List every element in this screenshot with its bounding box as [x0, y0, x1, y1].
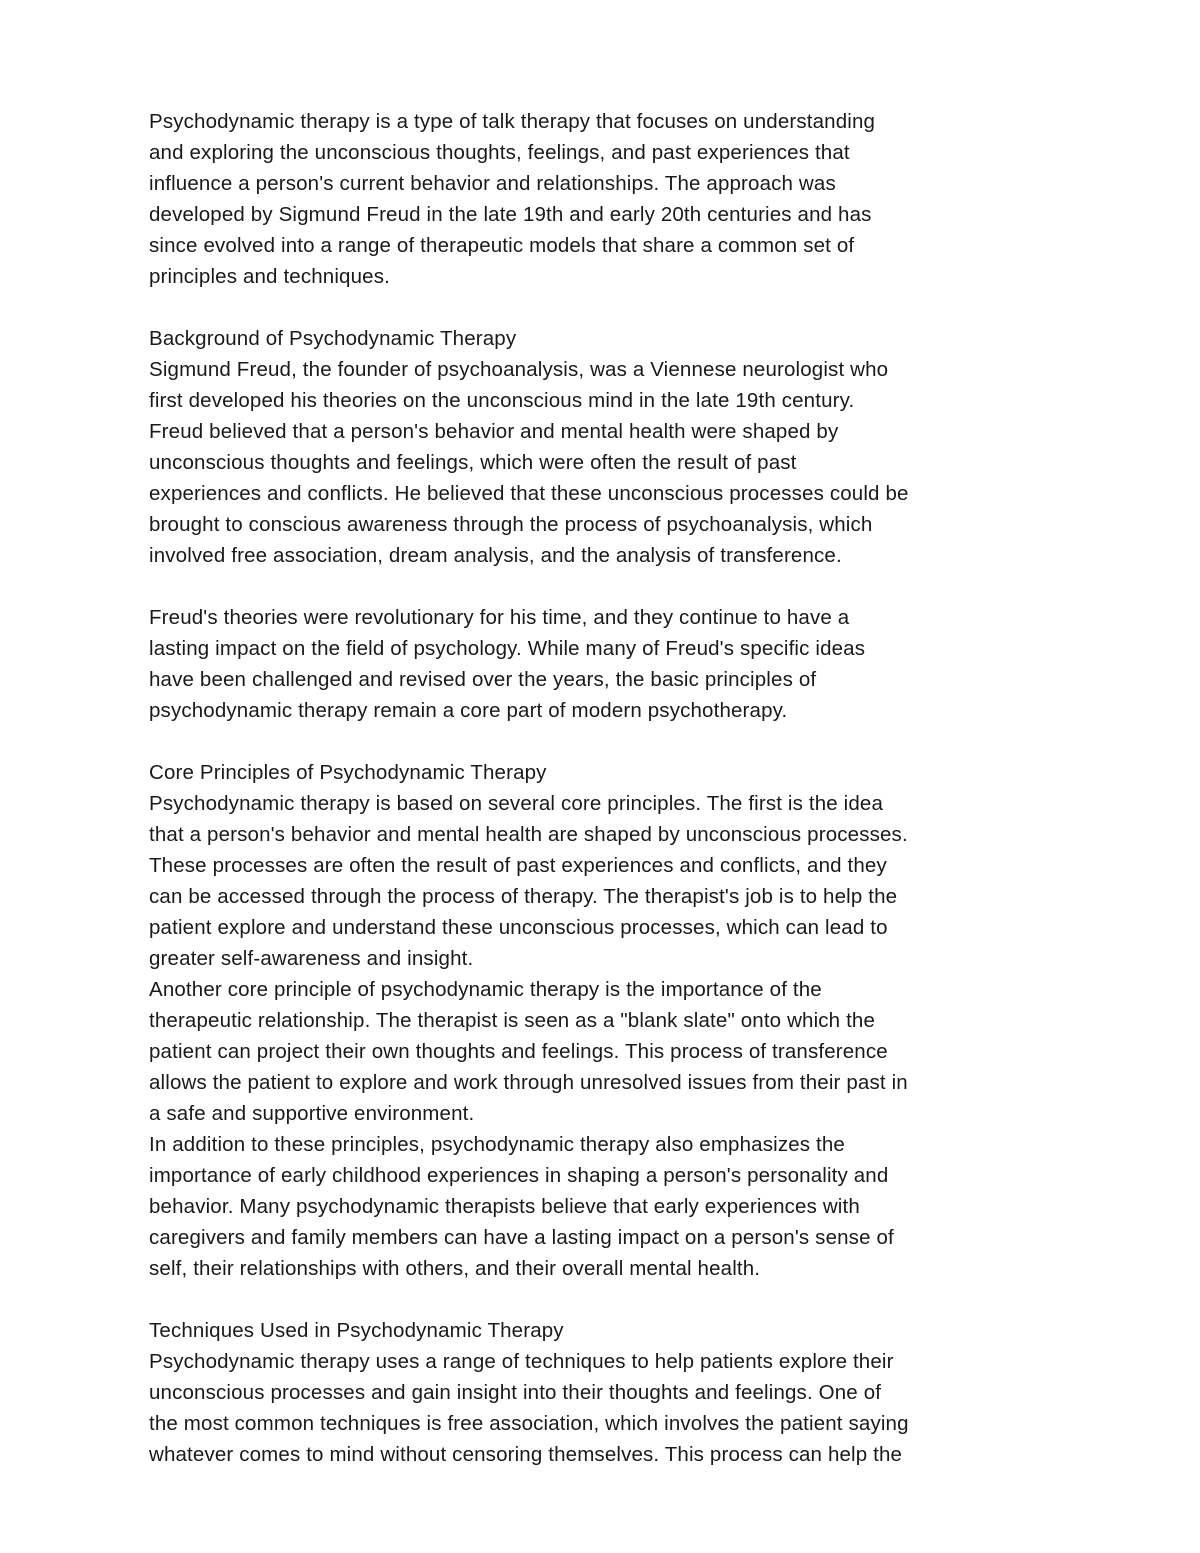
background-paragraph-1: Sigmund Freud, the founder of psychoanalysis, was a Viennese neurologist who first developed his theories on the unconscious mind in the late 19th century. Freud believed that a person's behavior and mental health were shaped by unconscious thoughts and feelings, which were often the result of past experiences and conflicts. He believed that these unconscious processes could be brought to conscious awareness through the process of psychoanalysis, which involved free association, dream analysis, and the analysis of transference. [149, 358, 909, 567]
core-principles-paragraph-3: In addition to these principles, psychodynamic therapy also emphasizes the importance of early childhood experiences in shaping a person's personality and behavior. Many psychodynamic therapists believe that early experiences with caregivers and family members can have a lasting impact on a person's sense of self, their relationships with others, and their overall mental health. [149, 1133, 894, 1280]
paragraph-gap [149, 571, 1059, 602]
techniques-paragraph-1: Psychodynamic therapy uses a range of techniques to help patients explore their unconscious processes and gain insight into their thoughts and feelings. One of the most common techniques is free association, which involves the patient saying whatever comes to mind without censoring themselves. This process can help the [149, 1350, 909, 1466]
paragraph-gap [149, 726, 1059, 757]
paragraph-gap [149, 292, 1059, 323]
core-principles-paragraph-2: Another core principle of psychodynamic therapy is the importance of the therapeutic relationship. The therapist is seen as a "blank slate" onto which the patient can project their own thoughts and feelings. This process of transference allows the patient to explore and work through unresolved issues from their past in a safe and supportive environment. [149, 978, 908, 1125]
core-principles-paragraph-1: Psychodynamic therapy is based on several core principles. The first is the idea that a person's behavior and mental health are shaped by unconscious processes. These processes are often the result of past experiences and conflicts, and they can be accessed through the process of therapy. The therapist's job is to help the patient explore and understand these unconscious processes, which can lead to greater self-awareness and insight. [149, 792, 908, 970]
background-heading: Background of Psychodynamic Therapy [149, 327, 517, 350]
techniques-heading: Techniques Used in Psychodynamic Therapy [149, 1319, 564, 1342]
core-principles-heading: Core Principles of Psychodynamic Therapy [149, 761, 547, 784]
paragraph-gap [149, 1284, 1059, 1315]
background-paragraph-2: Freud's theories were revolutionary for his time, and they continue to have a lasting impact on the field of psychology. While many of Freud's specific ideas have been challenged and revised over the years, the basic principles of psychodynamic therapy remain a core part of modern psychotherapy. [149, 606, 866, 722]
document-page [149, 106, 1059, 1470]
intro-paragraph: Psychodynamic therapy is a type of talk therapy that focuses on understanding and exploring the unconscious thoughts, feelings, and past experiences that influence a person's current behavior and relationships. The approach was developed by Sigmund Freud in the late 19th and early 20th centuries and has since evolved into a range of therapeutic models that share a common set of principles and techniques. [149, 110, 876, 288]
